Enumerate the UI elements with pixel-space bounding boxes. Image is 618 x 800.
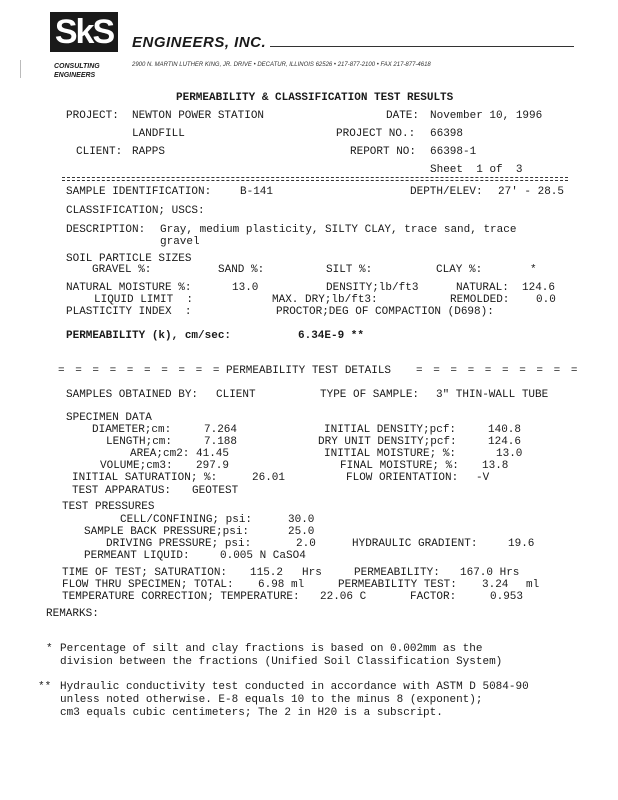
silt-label: SILT %: xyxy=(326,264,373,276)
diameter-label: DIAMETER;cm: xyxy=(92,424,172,436)
final-moisture-value: 13.8 xyxy=(482,460,509,472)
length-value: 7.188 xyxy=(204,436,238,448)
diameter-value: 7.264 xyxy=(204,424,238,436)
temperature-value: 22.06 C xyxy=(320,591,367,603)
flow-orientation-label: FLOW ORIENTATION: xyxy=(346,472,459,484)
proctor-label: PROCTOR;DEG OF COMPACTION (D698): xyxy=(276,306,494,318)
hydraulic-gradient-label: HYDRAULIC GRADIENT: xyxy=(352,538,478,550)
permeability-test-label: PERMEABILITY TEST: xyxy=(338,579,457,591)
natural-moisture-value: 13.0 xyxy=(232,282,259,294)
sample-id-label: SAMPLE IDENTIFICATION: xyxy=(66,186,212,198)
flow-orientation-value: -V xyxy=(476,472,490,484)
hydraulic-gradient-value: 19.6 xyxy=(508,538,535,550)
area-value: 41.45 xyxy=(196,448,230,460)
obtained-value: CLIENT xyxy=(216,389,256,401)
apparatus-value: GEOTEST xyxy=(192,485,239,497)
description-line2: gravel xyxy=(160,236,200,248)
cell-pressure-label: CELL/CONFINING; psi: xyxy=(120,514,253,526)
cell-pressure-value: 30.0 xyxy=(288,514,315,526)
initial-moisture-label: INITIAL MOISTURE; %: xyxy=(324,448,457,460)
project-no-value: 66398 xyxy=(430,128,464,140)
driving-pressure-label: DRIVING PRESSURE; psi: xyxy=(106,538,252,550)
remolded-label: REMOLDED: xyxy=(450,294,510,306)
remolded-value: 0.0 xyxy=(536,294,556,306)
project-line2: LANDFILL xyxy=(132,128,185,140)
client-label: CLIENT: xyxy=(76,146,123,158)
note1-mark: * xyxy=(46,643,53,655)
depth-value: 27' - 28.5 xyxy=(498,186,565,198)
liquid-limit-label: LIQUID LIMIT : xyxy=(94,294,194,306)
project-label: PROJECT: xyxy=(66,110,119,122)
project-no-label: PROJECT NO.: xyxy=(336,128,416,140)
details-title: PERMEABILITY TEST DETAILS xyxy=(226,365,392,377)
final-moisture-label: FINAL MOISTURE; %: xyxy=(340,460,459,472)
description-line1: Gray, medium plasticity, SILTY CLAY, trace sand, trace xyxy=(160,224,517,236)
particle-sizes-heading: SOIL PARTICLE SIZES xyxy=(66,253,192,265)
max-dry-label: MAX. DRY;lb/ft3: xyxy=(272,294,378,306)
initial-moisture-value: 13.0 xyxy=(496,448,523,460)
report-no-value: 66398-1 xyxy=(430,146,477,158)
note2-mark: ** xyxy=(38,681,52,693)
classification-label: CLASSIFICATION; USCS: xyxy=(66,205,205,217)
natural-density-label: NATURAL: xyxy=(456,282,509,294)
divider-2 xyxy=(62,180,568,181)
permeability-value: 6.34E-9 ** xyxy=(298,330,365,342)
description-label: DESCRIPTION: xyxy=(66,224,146,236)
margin-mark xyxy=(20,60,21,78)
temperature-correction-label: TEMPERATURE CORRECTION; TEMPERATURE: xyxy=(62,591,300,603)
sheet-indicator xyxy=(430,164,522,176)
back-pressure-label: SAMPLE BACK PRESSURE;psi: xyxy=(84,526,250,538)
volume-label: VOLUME;cm3: xyxy=(100,460,173,472)
depth-label: DEPTH/ELEV: xyxy=(410,186,483,198)
dry-unit-density-value: 124.6 xyxy=(488,436,522,448)
apparatus-label: TEST APPARATUS: xyxy=(72,485,172,497)
divider-1 xyxy=(62,177,568,178)
sheet-number: 1 xyxy=(476,164,483,176)
date-value: November 10, 1996 xyxy=(430,110,543,122)
specimen-heading: SPECIMEN DATA xyxy=(66,412,152,424)
flow-thru-value: 6.98 ml xyxy=(258,579,305,591)
clay-footnote-mark: * xyxy=(530,264,537,276)
note1-line2: division between the fractions (Unified Soil Classification System) xyxy=(60,656,503,668)
project-line1: NEWTON POWER STATION xyxy=(132,110,265,122)
time-of-test-label: TIME OF TEST; SATURATION: xyxy=(62,567,228,579)
company-subtitle xyxy=(54,62,100,80)
dry-unit-density-label: DRY UNIT DENSITY;pcf: xyxy=(318,436,457,448)
report-title: PERMEABILITY & CLASSIFICATION TEST RESULTS xyxy=(176,92,454,104)
header-rule xyxy=(270,46,574,47)
company-name: ENGINEERS, INC. xyxy=(132,34,267,51)
details-dashes-left: = = = = = = = = = = xyxy=(58,365,222,377)
time-of-test-value: 115.2 xyxy=(250,567,284,579)
permeant-liquid-label: PERMEANT LIQUID: xyxy=(84,550,190,562)
remarks-heading: REMARKS: xyxy=(46,608,99,620)
subtitle-line1: CONSULTING xyxy=(54,63,100,70)
subtitle-line2: ENGINEERS xyxy=(54,72,96,79)
density-label: DENSITY;lb/ft3 xyxy=(326,282,419,294)
obtained-label: SAMPLES OBTAINED BY: xyxy=(66,389,199,401)
factor-value: 0.953 xyxy=(490,591,524,603)
sheet-label: Sheet xyxy=(430,164,464,176)
gravel-label: GRAVEL %: xyxy=(92,264,152,276)
sand-label: SAND %: xyxy=(218,264,265,276)
client-value: RAPPS xyxy=(132,146,166,158)
note2-line3: cm3 equals cubic centimeters; The 2 in H20 is a subscript. xyxy=(60,707,443,719)
initial-saturation-value: 26.01 xyxy=(252,472,286,484)
report-no-label: REPORT NO: xyxy=(350,146,417,158)
back-pressure-value: 25.0 xyxy=(288,526,315,538)
initial-saturation-label: INITIAL SATURATION; %: xyxy=(72,472,218,484)
company-address: 2900 N. MARTIN LUTHER KING, JR. DRIVE • DECATUR, ILLINOIS 62526 • 217-877-2100 • FAX 217-877-4618 xyxy=(132,62,431,68)
sheet-total: 3 xyxy=(515,164,523,176)
driving-pressure-value: 2.0 xyxy=(296,538,316,550)
permeability-label: PERMEABILITY (k), cm/sec: xyxy=(66,330,232,342)
volume-value: 297.9 xyxy=(196,460,230,472)
sheet-of: of xyxy=(489,164,503,176)
date-label: DATE: xyxy=(386,110,420,122)
permeant-liquid-value: 0.005 N CaSO4 xyxy=(220,550,306,562)
natural-moisture-label: NATURAL MOISTURE %: xyxy=(66,282,192,294)
clay-label: CLAY %: xyxy=(436,264,483,276)
plasticity-index-label: PLASTICITY INDEX : xyxy=(66,306,192,318)
initial-density-value: 140.8 xyxy=(488,424,522,436)
sample-id-value: B-141 xyxy=(240,186,274,198)
note2-line2: unless noted otherwise. E-8 equals 10 to the minus 8 (exponent); xyxy=(60,694,483,706)
factor-label: FACTOR: xyxy=(410,591,457,603)
length-label: LENGTH;cm: xyxy=(106,436,173,448)
area-label: AREA;cm2: xyxy=(130,448,190,460)
sample-type-value: 3" THIN-WALL TUBE xyxy=(436,389,549,401)
note2-line1: Hydraulic conductivity test conducted in accordance with ASTM D 5084-90 xyxy=(60,681,529,693)
permeability-test-value: 3.24 xyxy=(482,579,509,591)
natural-density-value: 124.6 xyxy=(522,282,556,294)
initial-density-label: INITIAL DENSITY;pcf: xyxy=(324,424,457,436)
details-dashes-right: = = = = = = = = = = xyxy=(416,365,580,377)
note1-line1: Percentage of silt and clay fractions is based on 0.002mm as the xyxy=(60,643,483,655)
ml-unit: ml xyxy=(526,579,540,591)
permeability-time-value: 167.0 Hrs xyxy=(460,567,520,579)
sample-type-label: TYPE OF SAMPLE: xyxy=(320,389,420,401)
flow-thru-label: FLOW THRU SPECIMEN; TOTAL: xyxy=(62,579,234,591)
test-pressures-heading: TEST PRESSURES xyxy=(62,501,155,513)
company-logo: SkS xyxy=(50,12,118,52)
permeability-time-label: PERMEABILITY: xyxy=(354,567,440,579)
hrs-unit: Hrs xyxy=(302,567,322,579)
